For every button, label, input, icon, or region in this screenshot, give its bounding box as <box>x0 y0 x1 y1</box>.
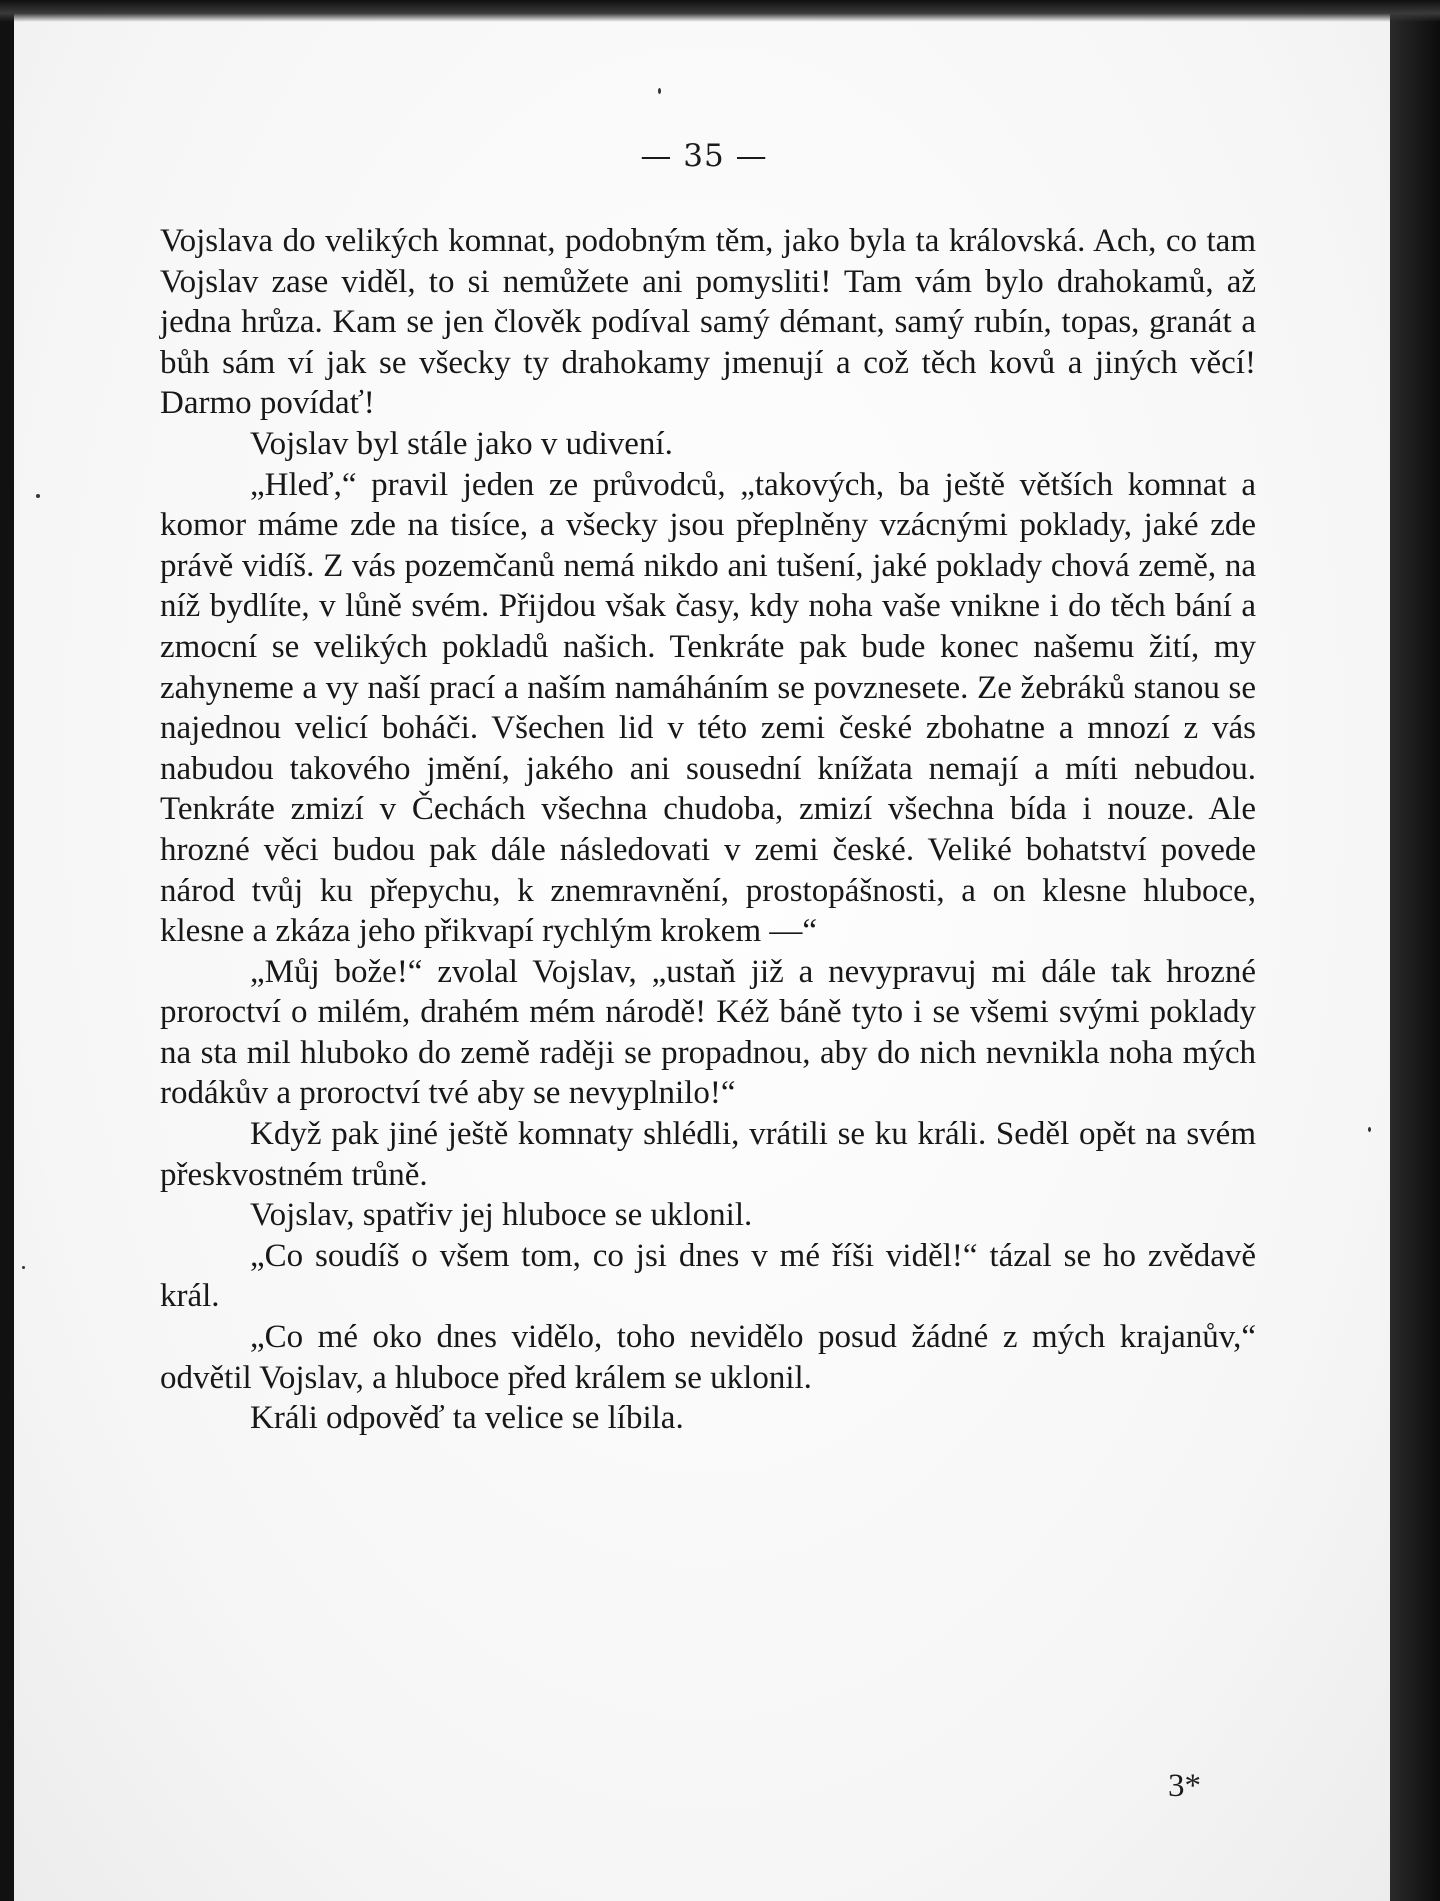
print-speck <box>658 88 661 94</box>
paragraph: „Můj bože!“ zvolal Vojslav, „ustaň již a nevypravuj mi dále tak hrozné proroctví o milém, drahém mém národě! Kéž báně tyto i se všemi svými poklady na sta mil hluboko do země raději se propadnou, aby do nich nevnikla noha mých rodákův a proroctví tvé aby se nevyplnilo!“ <box>160 953 1256 1112</box>
paragraph: Králi odpověď ta velice se líbila. <box>250 1400 684 1437</box>
print-speck <box>22 1266 25 1269</box>
paragraph: Vojslav, spatřiv jej hluboce se uklonil. <box>250 1197 753 1234</box>
book-page <box>8 0 1400 1901</box>
paragraph: Vojslav byl stále jako v udivení. <box>250 425 673 462</box>
print-speck <box>36 494 40 498</box>
scan-right-edge <box>1390 0 1440 1901</box>
signature-mark: 3* <box>1168 1768 1201 1804</box>
paragraph: „Hleď,“ pravil jeden ze průvodců, „takových, ba ještě větších komnat a komor máme zde na tisíce, a všecky jsou přeplněny vzácnými poklady, jaké zde právě vidíš. Z vás pozemčanů nemá nikdo ani tušení, jaké poklady chová země, na níž bydlíte, v lůně svém. Přijdou však časy, kdy noha vaše vnikne i do těch bání a zmocní se velikých pokladů našich. Tenkráte pak bude konec našemu žití, my zahyneme a vy naší prací a naším namáháním se povznesete. Ze žebráků stanou se najednou velicí boháči. Všechen lid v této zemi české zbohatne a mnozí z vás nabudou takového jmění, jakého ani sousední knížata nemají a míti nebudou. Tenkráte zmizí v Čechách všechna chudoba, zmizí všechna bída i nouze. Ale hrozné věci budou pak dále následovati v zemi české. Veliké bohatství povede národ tvůj ku přepychu, k znemravnění, prostopášnosti, a on klesne hluboce, klesne a zkáza jeho přikvapí rychlým krokem —“ <box>160 466 1256 950</box>
print-speck <box>1368 1127 1371 1132</box>
page-number: — 35 — <box>640 138 768 174</box>
paragraph: „Co mé oko dnes vidělo, toho nevidělo posud žádné z mých krajanův,“ odvětil Vojslav, a hluboce před králem se uklonil. <box>160 1319 1256 1396</box>
scan-top-edge <box>0 0 1440 22</box>
body-text <box>160 221 1256 1439</box>
scan-left-edge <box>0 0 14 1901</box>
paragraph: „Co soudíš o všem tom, co jsi dnes v mé říši viděl!“ tázal se ho zvědavě král. <box>160 1237 1256 1315</box>
paragraph: Když pak jiné ještě komnaty shlédli, vrátili se ku králi. Seděl opět na svém přeskvostném trůně. <box>160 1116 1256 1193</box>
paragraph: Vojslava do velikých komnat, podobným těm, jako byla ta královská. Ach, co tam Vojslav zase viděl, to si nemůžete ani pomysliti! Tam vám bylo drahokamů, až jedna hrůza. Kam se jen člověk podíval samý démant, samý rubín, topas, granát a bůh sám ví jak se všecky ty drahokamy jmenují a což těch kovů a jiných věcí! Darmo povídať! <box>160 223 1256 422</box>
